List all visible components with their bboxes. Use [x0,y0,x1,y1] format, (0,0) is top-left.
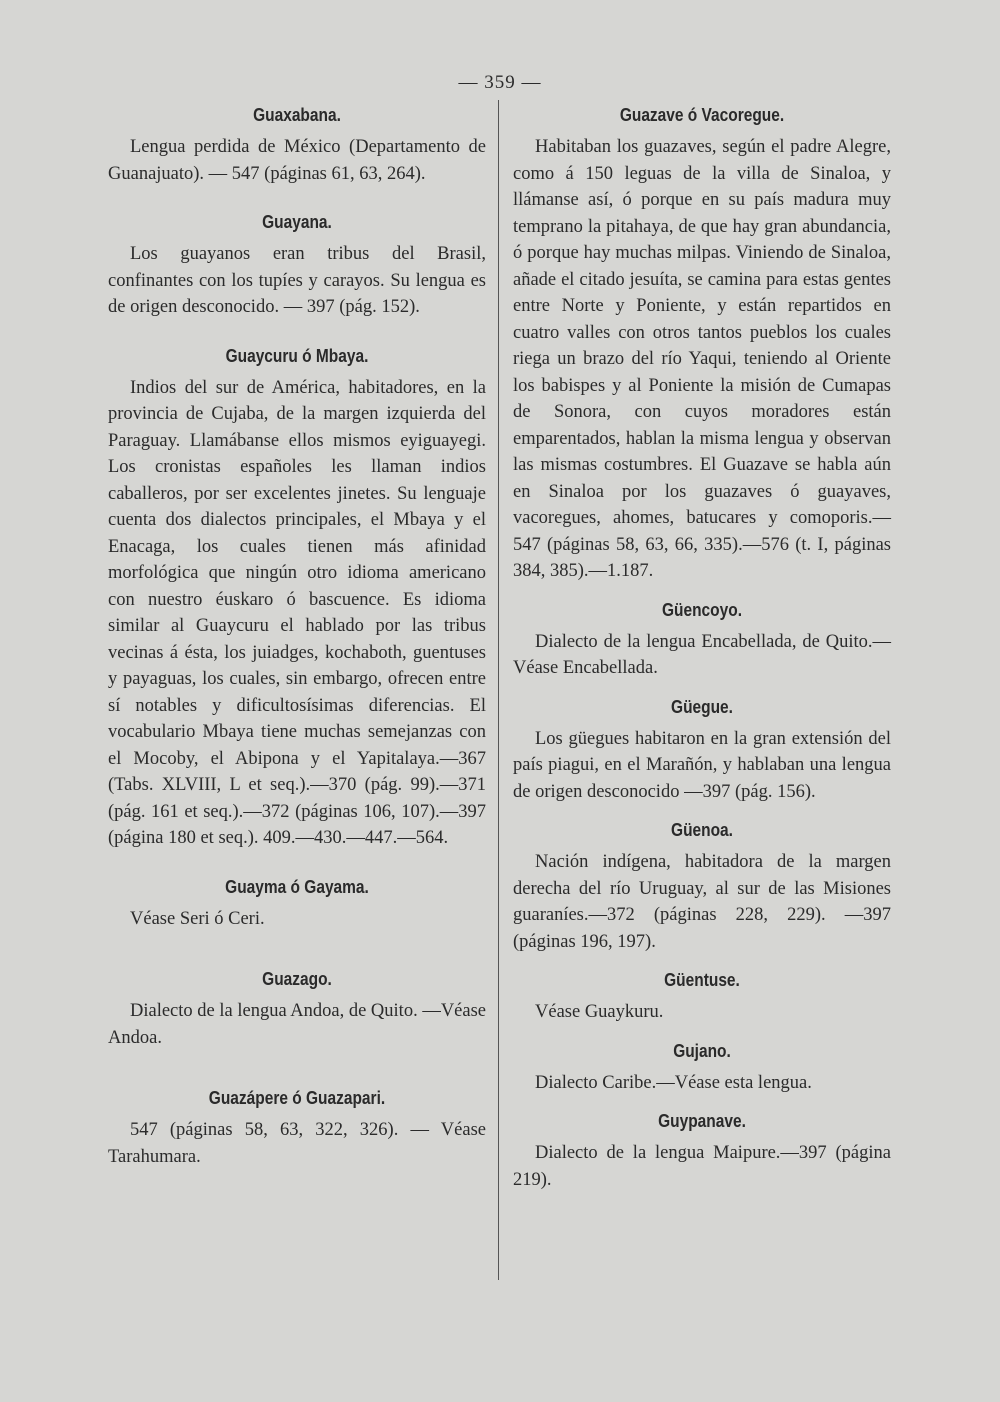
entry-body: Indios del sur de América, habitadores, en la provincia de Cujaba, de la margen izquierda del Paraguay. Llamábanse ellos mismos eyiguayegi. Los cronistas españoles les llaman indios caballeros, por ser excelentes jinetes. Su lenguaje cuenta dos dialectos principales, el Mbaya y el Enacaga, los cuales tienen más afinidad morfológica que ningún otro idioma americano con nuestro éuskaro ó bascuence. Es idioma similar al Guaycuru el hablado por las tribus vecinas á ésta, los juiadges, kochaboth, guentuses y payaguas, los cuales, sin embargo, ofrecen entre sí notables y dificultosísimas diferencias. El vocabulario Mbaya tiene muchas semejanzas con el Mocoby, el Abipona y el Yapitalaya.—367 (Tabs. XLVIII, L et seq.).—370 (pág. 99).—371 (pág. 161 et seq.).—372 (páginas 106, 107).—397 (página 180 et seq.). 409.—430.—447.—564. [108,377,486,848]
entry-body: Véase Seri ó Ceri. [130,908,265,929]
entry-title: Guazago. [262,969,332,989]
entry-guazapere [108,1087,486,1170]
entry-body: Lengua perdida de México (Departamento de Guanajuato). — 547 (páginas 61, 63, 264). [108,137,486,184]
left-column [108,104,486,1194]
entry-body: Nación indígena, habitadora de la margen derecha del río Uruguay, al sur de las Misiones guaraníes.—372 (páginas 228, 229). —397 (páginas 196, 197). [513,852,891,952]
entry-title: Guaycuru ó Mbaya. [225,345,369,366]
entry-gujano [513,1040,891,1097]
entry-title: Gujano. [673,1040,731,1061]
entry-body: 547 (páginas 58, 63, 322, 326). — Véase Tarahumara. [108,1120,486,1167]
entry-guentuse [513,969,891,1026]
entry-guenoa [513,819,891,955]
entry-guegue [513,696,891,806]
entry-title: Güencoyo. [661,599,742,620]
column-divider [498,100,499,1280]
entry-body: Dialecto de la lengua Andoa, de Quito. —Véase Andoa. [108,1001,487,1048]
right-column [513,104,891,1207]
entry-title: Guazápere ó Guazapari. [208,1088,386,1108]
entry-body: Habitaban los guazaves, según el padre Alegre, como á 150 leguas de la villa de Sinaloa, y llámanse así, ó porque en su país madura muy temprano la pitahaya, de que hay gran abundancia, ó porque hay muchas milpas. Viniendo de Sinaloa, añade el citado jesuíta, se camina para estas gentes entre Norte y Poniente, y están repartidos en cuatro valles con otros tantos pueblos los cuales riega un brazo del río Yaqui, teniendo al Oriente los babispes y al Poniente la misión de Cumapas de Sonora, con cuyos moradores están emparentados, hablan la misma lengua y observan las mismas costumbres. El Guazave se habla aún en Sinaloa por los guazaves ó guayaves, vacoregues, ahomes, batucares y comoporis.— 547 (páginas 58, 63, 66, 335).—576 (t. I, páginas 384, 385).—1.187. [513,137,891,581]
entry-title: Guypanave. [658,1111,746,1131]
entry-guaxabana [108,104,486,187]
entry-title: Guayana. [262,212,332,232]
entry-guazave [513,104,891,585]
entry-title: Güentuse. [664,970,740,990]
entry-title: Guazave ó Vacoregue. [619,105,785,125]
entry-title: Güenoa. [671,820,733,840]
entry-guaycuru [108,345,486,852]
entry-body: Dialecto Caribe.—Véase esta lengua. [535,1072,812,1093]
entry-guencoyo [513,599,891,682]
entry-guayma [108,876,486,933]
entry-body: Los guayanos eran tribus del Brasil, confinantes con los tupíes y carayos. Su lengua es de origen desconocido. — 397 (pág. 152). [108,244,486,317]
entry-guayana [108,211,486,321]
entry-title: Guayma ó Gayama. [225,876,369,897]
entry-body: Los güegues habitaron en la gran extensión del país piagui, en el Marañón, y hablaban una lengua de origen desconocido —397 (pág. 156). [513,728,891,802]
entry-title: Guaxabana. [253,105,341,125]
entry-title: Güegue. [671,696,733,717]
entry-guypanave [513,1110,891,1193]
entry-body: Véase Guaykuru. [535,1002,664,1022]
entry-guazago [108,968,486,1051]
entry-body: Dialecto de la lengua Maipure.—397 (página 219). [513,1143,891,1190]
page-number: — 359 — [458,72,542,93]
entry-body: Dialecto de la lengua Encabellada, de Quito.— Véase Encabellada. [513,631,891,678]
